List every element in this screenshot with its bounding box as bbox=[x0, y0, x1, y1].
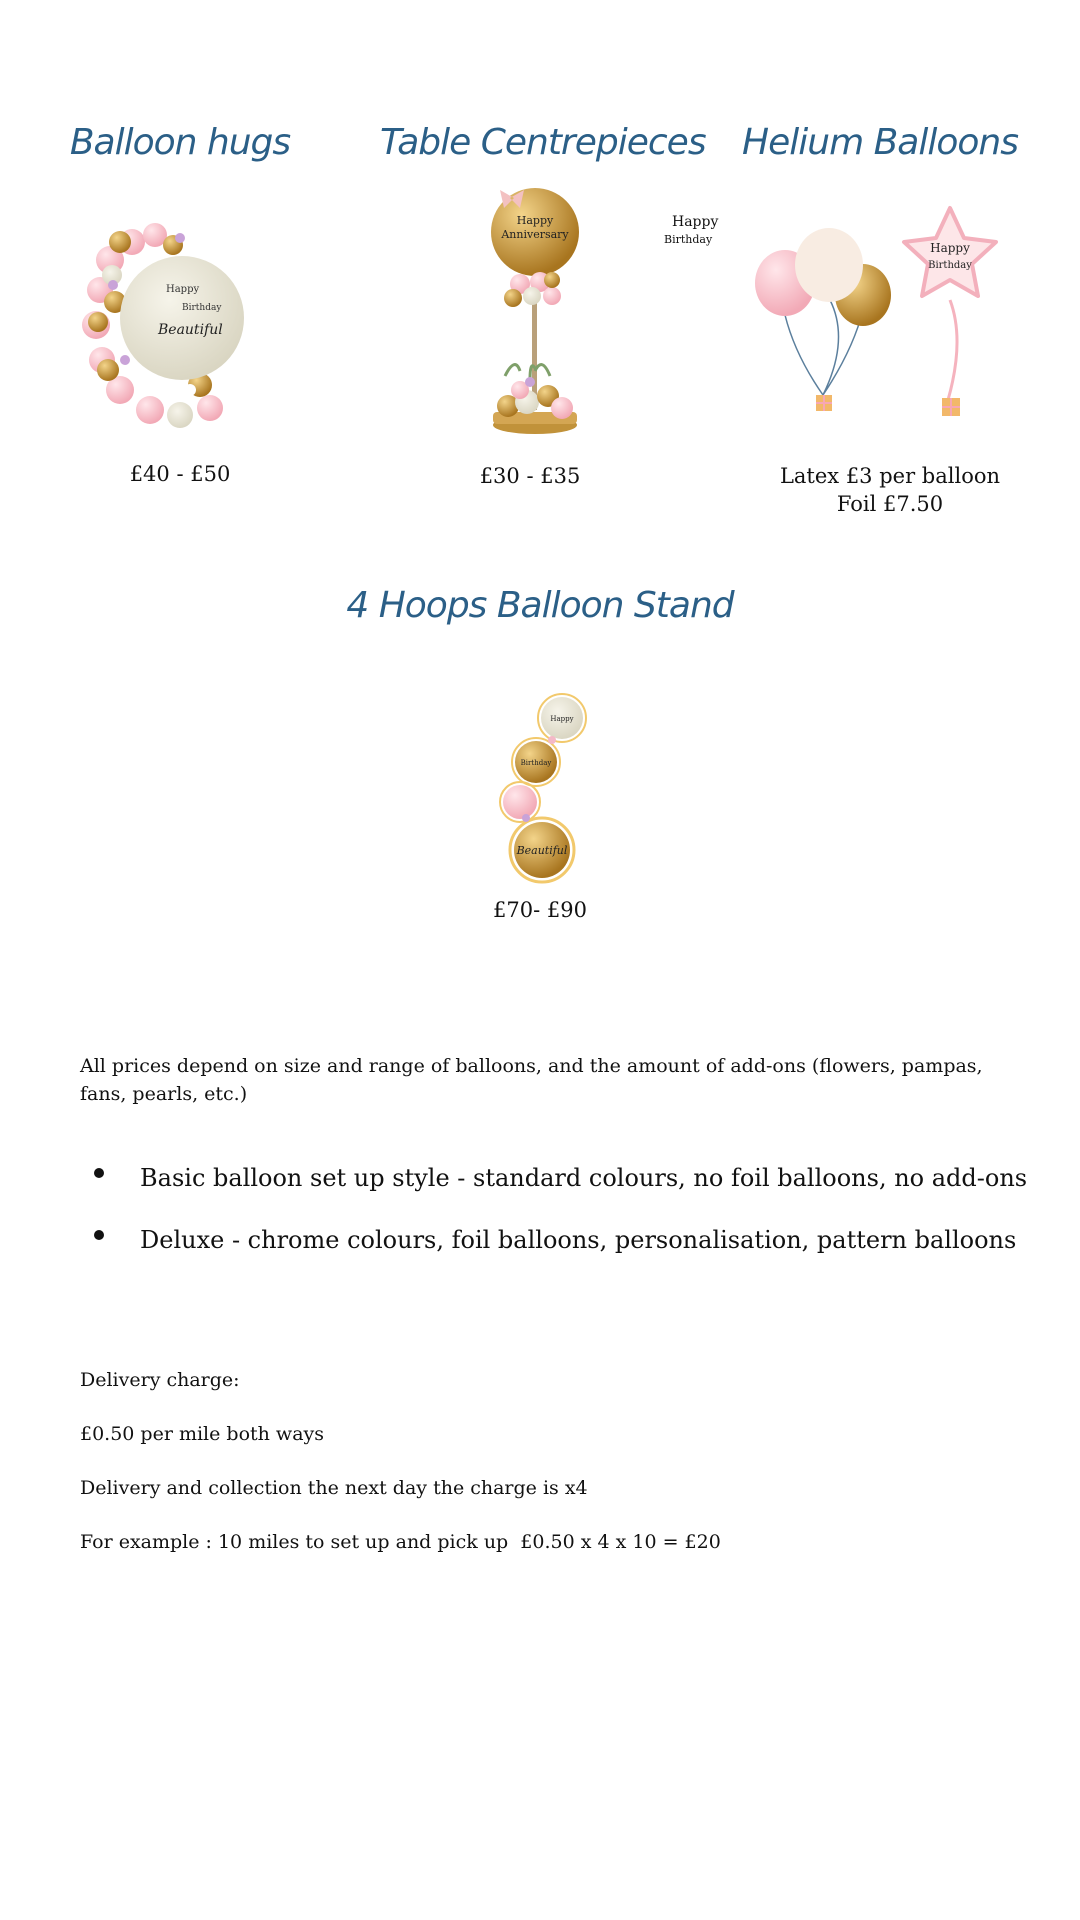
bullet-item-basic bbox=[80, 1158, 1028, 1198]
centrepiece-art-text-1: Happy bbox=[516, 214, 554, 227]
balloon-hugs-art-text-3: Beautiful bbox=[158, 322, 223, 338]
balloon-hugs-art-text-2: Birthday bbox=[182, 303, 222, 313]
delivery-title: Delivery charge: bbox=[80, 1369, 240, 1391]
delivery-next-day: Delivery and collection the next day the charge is x4 bbox=[80, 1477, 588, 1499]
hoops-art-text-2: Birthday bbox=[520, 759, 552, 767]
heading-4-hoops: 4 Hoops Balloon Stand bbox=[346, 585, 734, 626]
hoops-stand-image bbox=[490, 690, 600, 890]
helium-art-text-2: Birthday bbox=[928, 260, 972, 271]
helium-balloons-image bbox=[750, 200, 1010, 430]
price-4-hoops: £70- £90 bbox=[493, 898, 587, 922]
heading-balloon-hugs: Balloon hugs bbox=[69, 122, 291, 163]
bullet-item-deluxe bbox=[80, 1220, 1017, 1260]
hoops-art-text-3: Beautiful bbox=[516, 844, 568, 857]
price-helium-foil: Foil £7.50 bbox=[836, 492, 944, 516]
balloon-hug-image bbox=[80, 210, 260, 440]
price-helium-latex: Latex £3 per balloon bbox=[779, 464, 1001, 488]
heading-table-centrepieces: Table Centrepieces bbox=[380, 122, 706, 163]
bullet-text-basic: Basic balloon set up style - standard colours, no foil balloons, no add-ons bbox=[140, 1164, 1028, 1192]
side-happy-text: Happy bbox=[672, 214, 719, 230]
helium-art-text-1: Happy bbox=[930, 241, 970, 255]
balloon-hugs-art-text-1: Happy bbox=[166, 284, 200, 295]
delivery-example: For example : 10 miles to set up and pick up £0.50 x 4 x 10 = £20 bbox=[80, 1531, 721, 1553]
hoops-art-text-1: Happy bbox=[550, 715, 574, 723]
delivery-rate: £0.50 per mile both ways bbox=[80, 1423, 325, 1445]
bullet-dot bbox=[94, 1168, 104, 1178]
heading-helium-balloons: Helium Balloons bbox=[742, 122, 1018, 163]
table-centrepiece-image bbox=[480, 180, 590, 440]
side-birthday-text: Birthday bbox=[664, 233, 713, 246]
centrepiece-art-text-2: Anniversary bbox=[501, 228, 569, 241]
price-table-centrepieces: £30 - £35 bbox=[479, 464, 581, 488]
pricing-note: All prices depend on size and range of balloons, and the amount of add-ons (flowers, pampas, fans, pearls, etc.) bbox=[80, 1055, 983, 1105]
bullet-dot bbox=[94, 1230, 104, 1240]
bullet-text-deluxe: Deluxe - chrome colours, foil balloons, personalisation, pattern balloons bbox=[140, 1226, 1017, 1254]
price-balloon-hugs: £40 - £50 bbox=[129, 462, 231, 486]
